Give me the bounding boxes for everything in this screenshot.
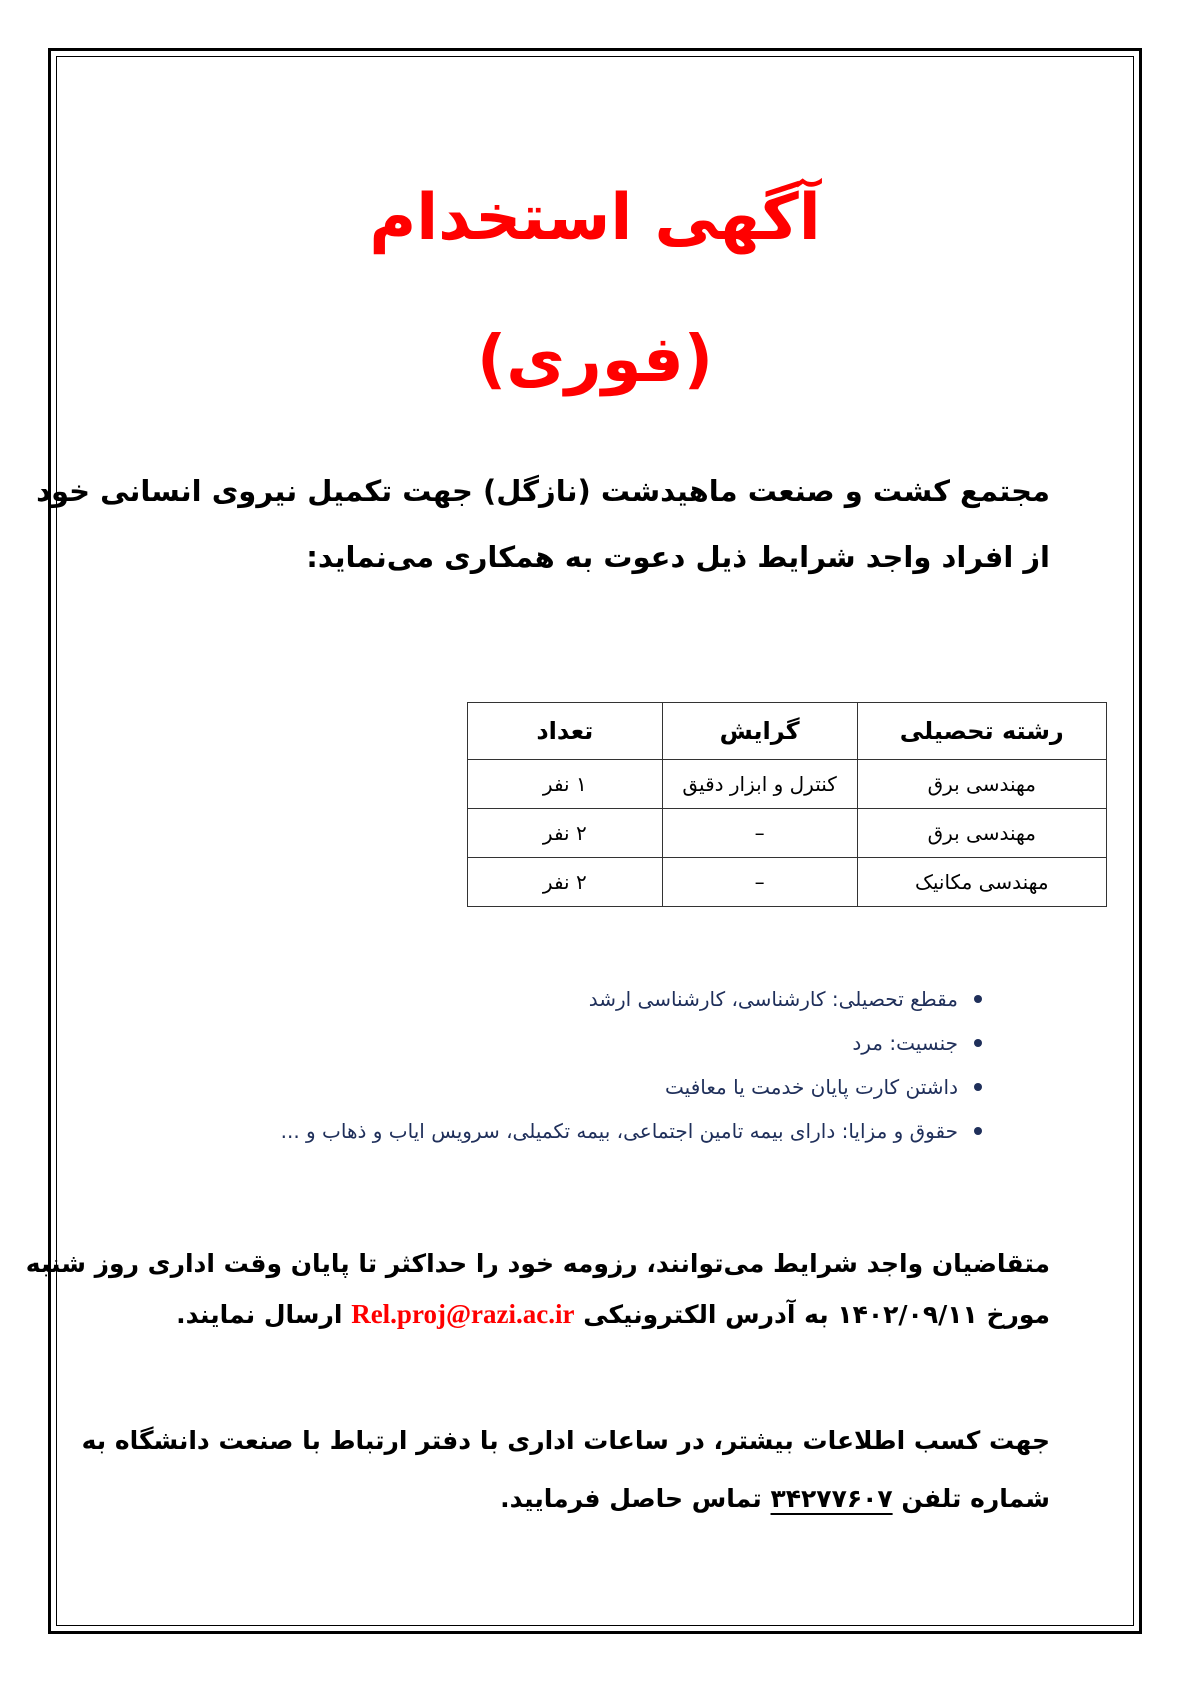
header-count: تعداد	[468, 703, 663, 760]
announcement-content	[25, 56, 1064, 1528]
page-title: آگهی استخدام	[369, 181, 821, 255]
email-link[interactable]: Rel.proj@razi.ac.ir	[351, 1299, 575, 1329]
info-line-2	[140, 1470, 1050, 1528]
header-field: رشته تحصیلی	[857, 703, 1106, 760]
apply-date-text: مورخ ۱۴۰۲/۰۹/۱۱ به آدرس الکترونیکی	[583, 1300, 1050, 1329]
apply-line-2	[140, 1289, 1050, 1340]
positions-table	[467, 702, 1107, 907]
cell-branch: –	[662, 809, 857, 858]
list-item: جنسیت: مرد	[140, 1021, 982, 1065]
list-item: حقوق و مزایا: دارای بیمه تامین اجتماعی، بیمه تکمیلی، سرویس ایاب و ذهاب و ...	[140, 1109, 982, 1153]
phone-number[interactable]: ۳۴۲۷۷۶۰۷	[770, 1484, 893, 1513]
intro-paragraph	[36, 458, 1050, 590]
apply-closing-text: ارسال نمایند.	[176, 1300, 343, 1329]
apply-paragraph	[25, 1239, 1050, 1340]
table-row	[468, 760, 1107, 809]
info-line-1: جهت کسب اطلاعات بیشتر، در ساعات اداری با دفتر ارتباط با صنعت دانشگاه به	[81, 1426, 1050, 1455]
cell-count: ۲ نفر	[468, 858, 663, 907]
header-branch: گرایش	[662, 703, 857, 760]
cell-field: مهندسی برق	[857, 760, 1106, 809]
intro-line-1: مجتمع کشت و صنعت ماهیدشت (نازگل) جهت تکمیل نیروی انسانی خود	[36, 474, 1050, 508]
cell-count: ۲ نفر	[468, 809, 663, 858]
list-item: داشتن کارت پایان خدمت یا معافیت	[140, 1065, 982, 1109]
phone-label: شماره تلفن	[901, 1484, 1050, 1513]
cell-count: ۱ نفر	[468, 760, 663, 809]
table-header-row	[468, 703, 1107, 760]
urgent-label: (فوری)	[476, 323, 714, 397]
apply-line-1: متقاضیان واجد شرایط می‌توانند، رزومه خود را حداکثر تا پایان وقت اداری روز شنبه	[25, 1249, 1050, 1278]
info-closing-text: تماس حاصل فرمایید.	[500, 1484, 762, 1513]
cell-field: مهندسی مکانیک	[857, 858, 1106, 907]
info-paragraph	[81, 1412, 1050, 1528]
intro-line-2: از افراد واجد شرایط ذیل دعوت به همکاری می‌نماید:	[306, 540, 1050, 574]
table-row	[468, 858, 1107, 907]
table-row	[468, 809, 1107, 858]
cell-branch: کنترل و ابزار دقیق	[662, 760, 857, 809]
cell-branch: –	[662, 858, 857, 907]
cell-field: مهندسی برق	[857, 809, 1106, 858]
conditions-list	[140, 977, 1050, 1153]
list-item: مقطع تحصیلی: کارشناسی، کارشناسی ارشد	[140, 977, 982, 1021]
